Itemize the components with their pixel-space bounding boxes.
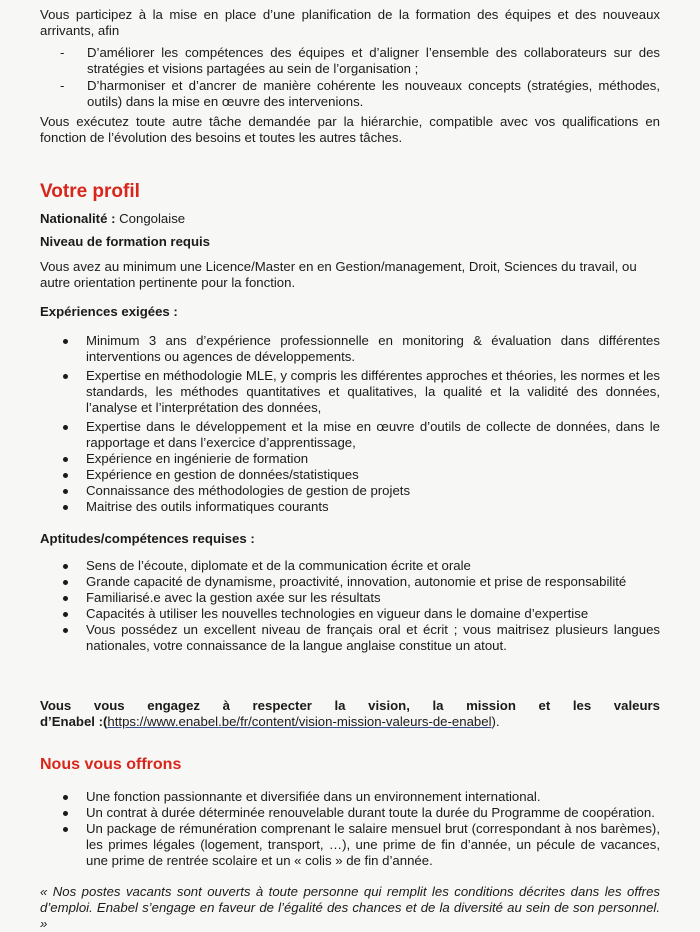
list-item-text: Maitrise des outils informatiques courants (86, 499, 329, 514)
list-item (62, 805, 660, 821)
list-item-text: Un contrat à durée déterminée renouvelable durant toute la durée du Programme de coopération. (86, 805, 655, 820)
bullet-icon (63, 628, 68, 633)
closing-statement: « Nos postes vacants sont ouverts à toute personne qui remplit les conditions décrites dans les offres d’emploi. Enabel s’engage en faveur de l’égalité des chances et de la diversité au sein de son personnel. » (40, 884, 660, 931)
list-item (62, 467, 660, 483)
bullet-icon (63, 612, 68, 617)
list-item (62, 789, 660, 805)
other-tasks-paragraph: Vous exécutez toute autre tâche demandée par la hiérarchie, compatible avec vos qualifications en fonction de l’évolution des besoins et toutes les autres tâches. (40, 114, 660, 145)
list-item-text: Sens de l’écoute, diplomate et de la communication écrite et orale (86, 558, 471, 573)
dash-marker: - (60, 78, 65, 93)
list-item (62, 368, 660, 416)
engagement-word: Vous (40, 698, 72, 713)
list-item (62, 606, 660, 622)
engagement-word: la (334, 698, 346, 713)
bullet-icon (63, 489, 68, 494)
list-item-text: Expérience en gestion de données/statistiques (86, 467, 359, 482)
engagement-word: les (572, 698, 592, 713)
bullet-icon (63, 425, 68, 430)
list-item-text: Connaissance des méthodologies de gestion de projets (86, 483, 411, 498)
enabel-values-link[interactable]: https://www.enabel.be/fr/content/vision-mission-valeurs-de-enabel (107, 714, 492, 729)
engagement-suffix: ). (491, 714, 500, 729)
nationality-value: Congolaise (119, 211, 186, 226)
list-item-text: Familiarisé.e avec la gestion axée sur les résultats (86, 590, 381, 605)
bullet-icon (63, 580, 68, 585)
intro-paragraph: Vous participez à la mise en place d’une planification de la formation des équipes et des nouveaux arrivants, afin (40, 7, 660, 38)
bullet-icon (63, 374, 68, 379)
engagement-word: vous (93, 698, 125, 713)
bullet-icon (63, 564, 68, 569)
list-item (62, 499, 660, 515)
list-item-text: D’harmoniser et d’ancrer de manière cohérente les nouveaux concepts (stratégies, méthodes, outils) dans la mise en œuvre des intervenions. (87, 78, 660, 109)
intro-dash-list (60, 45, 660, 111)
list-item (62, 333, 660, 365)
list-item-text: Grande capacité de dynamisme, proactivité, innovation, autonomie et prise de responsabilité (86, 574, 627, 589)
section-title-offrons: Nous vous offrons (40, 756, 182, 773)
bullet-icon (63, 339, 68, 344)
engagement-word: engagez (147, 698, 200, 713)
list-item-text: D’améliorer les compétences des équipes et d’aligner l’ensemble des collaborateurs sur des stratégies et visions partagées au sein de l’organisation ; (87, 45, 660, 76)
list-item (60, 45, 660, 77)
engagement-line-2 (40, 714, 660, 730)
list-item-text: Expertise en méthodologie MLE, y compris les différentes approches et théories, les normes et les standards, les méthodes quantitatives et qualitatives, la qualité et la validité des données, l’analyse et l’interprétation des données, (86, 368, 660, 415)
list-item-text: Expérience en ingénierie de formation (86, 451, 309, 466)
list-item-text: Vous possédez un excellent niveau de français oral et écrit ; vous maitrisez plusieurs langues nationales, votre connaissance de la langue anglaise constitue un atout. (86, 622, 660, 653)
list-item-text: Une fonction passionnante et diversifiée dans un environnement international. (86, 789, 541, 804)
list-item (62, 483, 660, 499)
bullet-icon (63, 457, 68, 462)
list-item-text: Expertise dans le développement et la mise en œuvre d’outils de collecte de données, dans le rapportage et dans l’exercice d’apprentissage, (86, 419, 660, 450)
engagement-word: valeurs (613, 698, 660, 713)
aptitudes-list (62, 558, 660, 654)
engagement-word: et (538, 698, 551, 713)
formation-label: Niveau de formation requis (40, 234, 211, 249)
list-item-text: Un package de rémunération comprenant le salaire mensuel brut (correspondant à nos barèmes), les primes légales (logement, transport, …), une prime de fin d’année, un pécule de vacances, une prime de rentrée scolaire et un « colis » de fin d’année. (86, 821, 660, 868)
list-item (62, 419, 660, 451)
list-item-text: Capacités à utiliser les nouvelles technologies en vigueur dans le domaine d’expertise (86, 606, 589, 621)
bullet-icon (63, 795, 68, 800)
engagement-word: à (222, 698, 230, 713)
bullet-icon (63, 827, 68, 832)
bullet-icon (63, 811, 68, 816)
list-item (62, 558, 660, 574)
engagement-word: vision, (368, 698, 410, 713)
engagement-word: respecter (252, 698, 312, 713)
formation-text: Vous avez au minimum une Licence/Master en en Gestion/management, Droit, Sciences du travail, ou autre orientation pertinente pour la fonction. (40, 259, 637, 290)
engagement-word: la (432, 698, 444, 713)
list-item-text: Minimum 3 ans d’expérience professionnelle en monitoring & évaluation dans différentes interventions ou agences de développements. (86, 333, 660, 364)
list-item (62, 574, 660, 590)
offer-list (62, 789, 660, 869)
aptitudes-label: Aptitudes/compétences requises : (40, 531, 255, 546)
list-item (60, 78, 660, 110)
bullet-icon (63, 473, 68, 478)
experiences-list (62, 333, 660, 515)
nationality-label: Nationalité : (40, 211, 116, 226)
bullet-icon (63, 596, 68, 601)
engagement-prefix: d’Enabel :( (40, 714, 108, 729)
bullet-icon (63, 505, 68, 510)
engagement-word: mission (466, 698, 516, 713)
section-title-profil: Votre profil (40, 181, 140, 202)
engagement-statement (40, 698, 660, 730)
experiences-label: Expériences exigées : (40, 304, 178, 319)
list-item (62, 590, 660, 606)
list-item (62, 451, 660, 467)
list-item (62, 622, 660, 654)
dash-marker: - (60, 45, 65, 60)
list-item (62, 821, 660, 869)
nationality-line (40, 211, 660, 227)
engagement-line-1 (40, 698, 660, 714)
